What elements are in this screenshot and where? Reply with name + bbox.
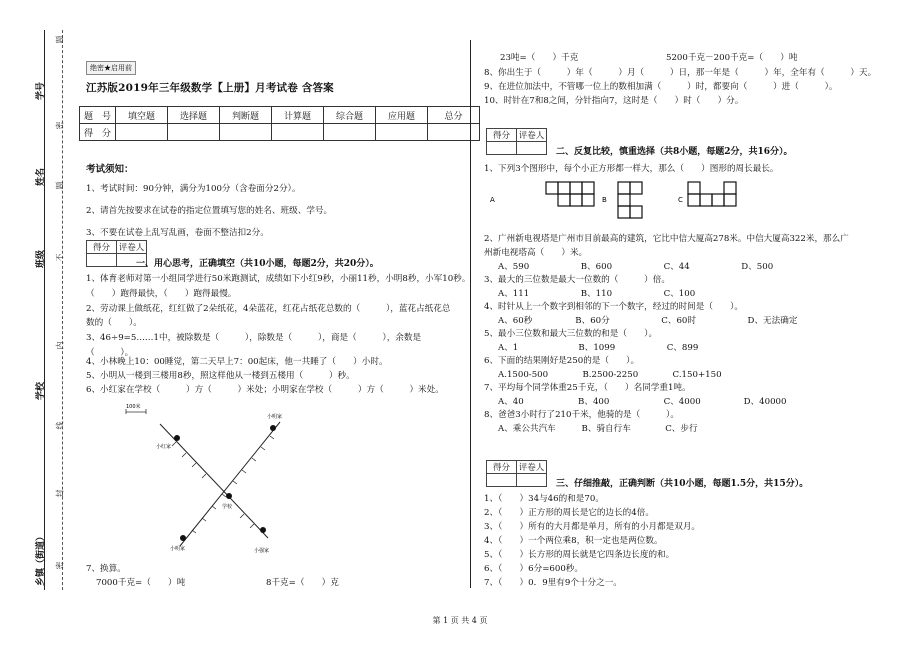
answer-options: A、1 B、1099 C、899 <box>498 343 699 353</box>
shape-a <box>546 182 594 206</box>
question-line: （ ）跑得最快，（ ）跑得最慢。 <box>86 289 237 299</box>
score-header-cell: 应用题 <box>376 107 428 124</box>
shape-c <box>688 182 736 206</box>
judge-item: 5、（ ）长方形的周长就是它四条边长度的和。 <box>484 550 675 560</box>
binding-solid-line <box>44 30 45 590</box>
seal-char: 题 <box>55 181 65 190</box>
school-label: 学校 <box>36 381 46 400</box>
grader-score-cell[interactable] <box>487 142 517 155</box>
column-divider <box>470 40 471 588</box>
section1-title: 一、用心思考，正确填空（共10小题，每题2分，共20分）。 <box>136 259 379 269</box>
question-line: 10、时针在7和8之间，分针指向7，这时是（ ）时（ ）分。 <box>484 96 744 106</box>
grader-score-cell[interactable] <box>487 474 517 487</box>
question-line: 3、46÷9=5……1中，被除数是（ ），除数是（ ），商是（ ），余数是 <box>86 333 422 343</box>
judge-item: 1、（ ）34与46的和是70。 <box>484 494 604 504</box>
xiaoming-home-dot <box>270 425 276 431</box>
judge-item: 6、（ ）6分=600秒。 <box>484 564 583 574</box>
judge-item: 2、（ ）正方形的周长是它的边长的4倍。 <box>484 508 654 518</box>
grader-score-label: 得分 <box>87 241 117 254</box>
xiaoqiang-home-dot <box>260 527 266 533</box>
notice-item: 3、不要在试卷上乱写乱画，卷面不整洁扣2分。 <box>86 228 269 238</box>
score-header-cell: 总分 <box>428 107 480 124</box>
question-line: 6、下面的结果刚好是250的是（ ）。 <box>484 356 640 366</box>
school-label: 学校 <box>222 504 233 510</box>
seal-char: 内 <box>55 341 65 350</box>
question-line: 7、平均每个同学体重25千克，（ ）名同学重1吨。 <box>484 383 691 393</box>
score-cell[interactable] <box>324 124 376 141</box>
score-table-score-row <box>80 124 480 141</box>
xiaoming-bottom-label: 小明家 <box>170 546 186 552</box>
question-line: 数的（ ）。 <box>86 318 142 328</box>
seal-char: 封 <box>55 489 65 498</box>
score-header-cell: 选择题 <box>168 107 220 124</box>
scale-label: 100米 <box>126 404 141 410</box>
answer-options: A、590 B、600 C、44 D、500 <box>498 262 774 272</box>
score-header-cell: 判断题 <box>220 107 272 124</box>
question-line: 9、在进位加法中，不管哪一位上的数相加满（ ）时，都要向（ ）进（ ）。 <box>484 82 838 92</box>
grader-reviewer-label: 评卷人 <box>517 461 547 474</box>
answer-options: A、60秒 B、60分 C、60时 D、无法确定 <box>498 316 798 326</box>
grader-box <box>486 460 547 487</box>
page-footer: 第 1 页 共 4 页 <box>432 616 488 625</box>
score-cell[interactable] <box>376 124 428 141</box>
seal-top-char: 题 <box>55 35 65 44</box>
school-dot <box>226 493 232 499</box>
grader-reviewer-cell[interactable] <box>517 474 547 487</box>
road-diagonal-2 <box>160 424 268 538</box>
grader-score-label: 得分 <box>487 461 517 474</box>
judge-item: 4、（ ）一个两位乘8，积一定也是两位数。 <box>484 536 663 546</box>
score-header-cell: 计算题 <box>272 107 324 124</box>
shape-label-c: C <box>678 196 683 204</box>
score-header-cell: 题 号 <box>80 107 116 124</box>
judge-item: 7、（ ）0．9里有9个十分之一。 <box>484 578 622 588</box>
score-cell[interactable] <box>168 124 220 141</box>
question-line: 4、时针从上一个数字到相邻的下一个数字，经过的时间是（ ）。 <box>484 302 743 312</box>
shapes-figure <box>484 176 754 226</box>
score-cell[interactable] <box>428 124 480 141</box>
township-label: 乡镇（街道） <box>36 531 46 586</box>
secret-tag: 绝密★启用前 <box>86 61 136 75</box>
seal-char: 不 <box>55 253 65 262</box>
score-header-cell: 填空题 <box>116 107 168 124</box>
section2-title: 二、反复比较，慎重选择（共8小题，每题2分，共16分）。 <box>556 147 793 157</box>
shape-b <box>618 182 642 218</box>
question-line: 3、最大的三位数是最大一位数的（ ）倍。 <box>484 275 670 285</box>
answer-options: A、40 B、400 C、4000 D、40000 <box>498 397 787 407</box>
class-label: 班级 <box>36 249 46 268</box>
question-line: 2、广州新电视塔是广州市目前最高的建筑，它比中信大厦高278米。中信大厦高322米，那么广 <box>484 234 849 244</box>
question-line: 5、最小三位数和最大三位数的和是（ ）。 <box>484 329 658 339</box>
score-cell[interactable] <box>220 124 272 141</box>
question-line: 6、小红家在学校（ ）方（ ）米处；小明家在学校（ ）方（ ）米处。 <box>86 385 444 395</box>
question-line: （ ）。 <box>86 348 134 358</box>
name-label: 姓名 <box>36 167 46 186</box>
xiaoqiang-label: 小强家 <box>254 548 270 554</box>
seal-char: 线 <box>55 421 65 430</box>
xiaohong-home-dot <box>174 435 180 441</box>
page-title: 江苏版2019年三年级数学【上册】月考试卷 含答案 <box>86 82 334 94</box>
grader-reviewer-label: 评卷人 <box>517 129 547 142</box>
grader-box <box>486 128 547 155</box>
answer-options: A、乘公共汽车 B、骑自行车 C、步行 <box>498 424 698 434</box>
road-diagonal-1 <box>180 422 280 546</box>
score-cell[interactable] <box>116 124 168 141</box>
grader-reviewer-label: 评卷人 <box>117 241 147 254</box>
question-line: 8千克=（ ）克 <box>266 578 339 588</box>
judge-item: 3、（ ）所有的大月都是单月，所有的小月都是双月。 <box>484 522 701 532</box>
grader-reviewer-cell[interactable] <box>517 142 547 155</box>
shape-label-b: B <box>602 196 607 204</box>
score-table-header-row <box>80 107 480 124</box>
notice-title: 考试须知： <box>86 164 134 175</box>
exam-number-label: 学号 <box>36 81 46 100</box>
seal-char: 密 <box>55 561 65 570</box>
xiaoming-top-label: 小明家 <box>267 414 283 420</box>
question-line: 8、你出生于（ ）年（ ）月（ ）日，那一年是（ ）年，全年有（ ）天。 <box>484 68 877 78</box>
score-header-cell: 综合题 <box>324 107 376 124</box>
question-line: 23吨=（ ）千克 <box>500 53 579 63</box>
question-line: 2、劳动课上做纸花，红红做了2朵纸花，4朵蓝花，红花占纸花总数的（ ），蓝花占纸花总 <box>86 304 451 314</box>
seal-char: 密 <box>55 121 65 130</box>
section3-title: 三、仔细推敲，正确判断（共10小题，每题1.5分，共15分）。 <box>556 479 809 489</box>
question-line: 4、小林晚上10：00睡觉，第二天早上7：00起床，他一共睡了（ ）小时。 <box>86 357 388 367</box>
binding-dashed-line <box>62 30 63 590</box>
question-line: 州新电视塔高（ ）米。 <box>484 248 588 258</box>
notice-item: 2、请首先按要求在试卷的指定位置填写您的姓名、班级、学号。 <box>86 206 333 216</box>
score-row-label: 得 分 <box>80 124 116 141</box>
answer-options: A.1500-500 B.2500-2250 C.150+150 <box>498 370 722 380</box>
shape-label-a: A <box>490 196 495 204</box>
grader-score-cell[interactable] <box>87 254 117 267</box>
notice-item: 1、考试时间：90分钟，满分为100分（含卷面分2分）。 <box>86 184 301 194</box>
question-line: 5200千克－200千克=（ ）吨 <box>666 53 798 63</box>
score-cell[interactable] <box>272 124 324 141</box>
score-table <box>79 106 480 141</box>
answer-options: A、111 B、110 C、100 <box>498 289 696 299</box>
grader-score-label: 得分 <box>487 129 517 142</box>
question-line: 5、小明从一楼到三楼用8秒，照这样他从一楼到五楼用（ ）秒。 <box>86 371 355 381</box>
question-line: 1、体育老师对第一小组同学进行50米跑测试，成绩如下小红9秒，小丽11秒，小明8秒，小军10秒。 <box>86 274 471 284</box>
question-line: 7、换算。 <box>86 564 126 574</box>
question-line: 7000千克=（ ）吨 <box>96 578 186 588</box>
question-line: 1、下列3个图形中，每个小正方形都一样大，那么（ ）图形的周长最长。 <box>484 164 779 174</box>
binding-strip <box>0 0 78 650</box>
xiaoming-bottom-dot <box>180 535 186 541</box>
direction-map <box>120 400 290 560</box>
question-line: 8、爸爸3小时行了210千米，他骑的是（ ）。 <box>484 410 679 420</box>
xiaohong-label: 小红家 <box>156 444 172 450</box>
